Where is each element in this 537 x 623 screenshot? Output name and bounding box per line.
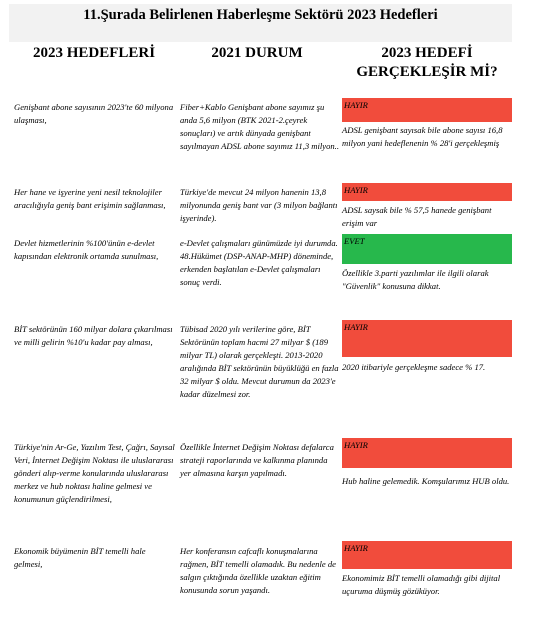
- row1-note: ADSL genişbant sayısak bile abone sayısı 16,8 milyon yani hedeflenenin % 28'i gerçekleşmiş: [342, 125, 503, 148]
- row4-goal: BİT sektörünün 160 milyar dolara çıkarılması ve milli gelirin %10'u kadar pay alması,: [14, 324, 173, 347]
- header-2023-goals: 2023 HEDEFLERİ: [32, 45, 156, 61]
- row6-note: Ekonomimiz BİT temelli olamadığı gibi dijital uçuruma düşmüş gözüküyor.: [342, 573, 501, 596]
- header-will-it-happen: [342, 44, 512, 82]
- row3-verdict-badge: EVET: [342, 234, 512, 264]
- document-title: 11.Şurada Belirlenen Haberleşme Sektörü 2023 Hedefleri: [9, 4, 512, 42]
- row3-goal: Devlet hizmetlerinin %100'ünün e-devlet kapısından elektronik ortamda sunulması,: [14, 238, 159, 261]
- header-will-it-happen-line1: 2023 HEDEFİ: [381, 45, 473, 61]
- row5-status: Özellikle İnternet Değişim Noktası defalarca strateji raporlarında ve kalkınma planında yer almasına karşın yapılmadı.: [180, 442, 334, 478]
- header-2021-status: 2021 DURUM: [211, 45, 303, 61]
- row5-verdict-badge: HAYIR: [342, 438, 512, 468]
- row4-verdict-badge: HAYIR: [342, 320, 512, 357]
- row6-verdict-badge: HAYIR: [342, 541, 512, 569]
- row6-goal: Ekonomik büyümenin BİT temelli hale gelmesi,: [14, 546, 146, 569]
- row1-goal: Genişbant abone sayısının 2023'te 60 milyona ulaşması,: [14, 102, 174, 125]
- row3-status: e-Devlet çalışmaları günümüzde iyi durumda. 48.Hükümet (DSP-ANAP-MHP) döneminde, erkenden başlatılan e-Devlet çalışmaları sonuç verdi.: [180, 238, 338, 287]
- row2-note: ADSL saysak bile % 57,5 hanede genişbant erişim var: [342, 205, 492, 228]
- row1-verdict-badge: HAYIR: [342, 98, 512, 122]
- row4-note: 2020 itibariyle gerçekleşme sadece % 17.: [342, 362, 486, 372]
- row6-status: Her konferansın cafcaflı konuşmalarına rağmen, BİT temelli olamadık. Bu nedenle de salgın çıktığında özellikle uzaktan eğitim konusunda sorun yaşandı.: [180, 546, 336, 595]
- row5-note: Hub haline gelemedik. Komşularımız HUB oldu.: [342, 476, 510, 486]
- header-will-it-happen-line2: GERÇEKLEŞİR Mİ?: [356, 64, 498, 80]
- row2-goal: Her hane ve işyerine yeni nesil teknolojiler aracılığıyla geniş bant erişimin sağlanması,: [14, 187, 166, 210]
- row1-status: Fiber+Kablo Genişbant abone sayımız şu anda 5,6 milyon (BTK 2021-2.çeyrek sonuçları) ve artık dünyada genişbant sayılmayan ADSL abone sayımız 11,3 milyon..: [180, 102, 339, 151]
- row2-status: Türkiye'de mevcut 24 milyon hanenin 13,8 milyonunda geniş bant var (3 milyon bağlantı işyerinde).: [180, 187, 338, 223]
- row5-goal: Türkiye'nin Ar-Ge, Yazılım Test, Çağrı, Sayısal Veri, İnternet Değişim Noktası ile uluslararası gönderi alıp-verme konularında uluslararası merkez ve hub noktası haline gelmesi ve konumunun güçlendirilmesi,: [14, 442, 175, 504]
- row4-status: Tübisad 2020 yılı verilerine göre, BİT Sektörünün toplam hacmi 27 milyar $ (189 milyar TL) olarak gerçekleşti. 2013-2020 aralığında BİT sektörünün büyüklüğü en fazla 32 milyar $ oldu. Mevcut durumun da 2023'e kadar düzelmesi zor.: [180, 324, 339, 399]
- row3-note: Özellikle 3.parti yazılımlar ile ilgili olarak "Güvenlik" konusuna dikkat.: [342, 268, 489, 291]
- row2-verdict-badge: HAYIR: [342, 183, 512, 201]
